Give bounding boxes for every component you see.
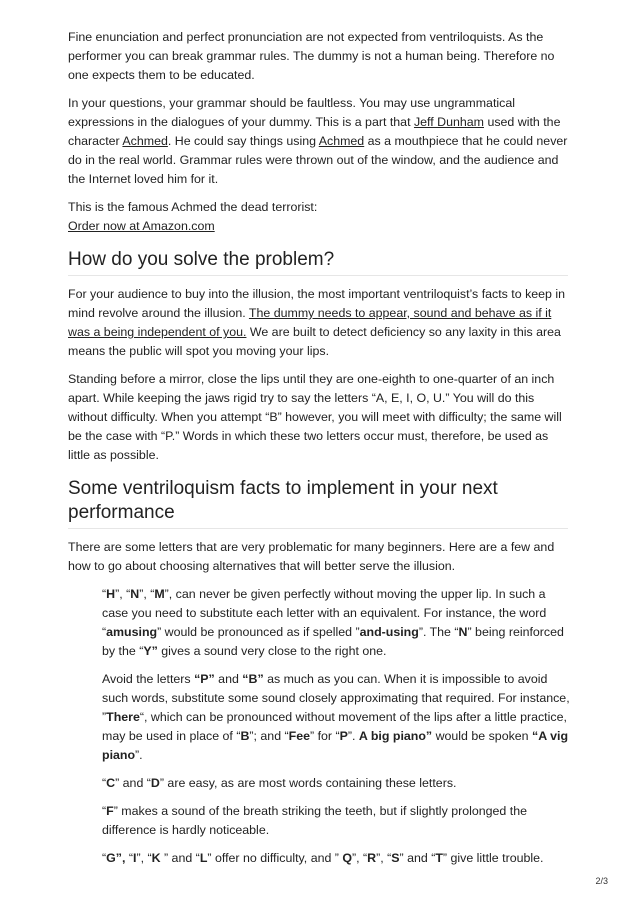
text: ”; and “ (249, 729, 289, 743)
bold-text: D (150, 776, 160, 790)
bold-text: K (151, 851, 161, 865)
bold-text: I (133, 851, 137, 865)
text: For your audience to buy into the illusion, the most important ventriloquist’s facts to keep in mind revolve around the illusion. (68, 287, 566, 320)
text: “ (125, 851, 133, 865)
link-jeff-dunham[interactable]: Jeff Dunham (413, 115, 484, 129)
text: ” makes a sound of the breath striking the teeth, but if slightly prolonged the difference is hardly noticeable. (102, 804, 527, 837)
text: This is the famous Achmed the dead terrorist: (68, 200, 318, 214)
text: We are built to detect deficiency so any laxity in this area means the public will spot you moving your lips. (68, 325, 561, 358)
bold-text: C (106, 776, 116, 790)
text: ” and “ (115, 776, 151, 790)
text: In your questions, your grammar should be faultless. You may use ungrammatical expressions in the dialogues of your dummy. This is a part that (68, 96, 515, 129)
bold-text: F (106, 804, 114, 818)
text: ” offer no difficulty, and ” (207, 851, 343, 865)
heading-facts-to-implement: Some ventriloquism facts to implement in your next performance (68, 477, 568, 529)
bold-text: “P” (194, 672, 215, 686)
text: . He could say things using (167, 134, 319, 148)
text: ”, “ (139, 587, 155, 601)
bold-text: B (240, 729, 250, 743)
paragraph-illusion (68, 285, 568, 361)
text: and (214, 672, 243, 686)
bold-text: “A vig piano (102, 729, 569, 762)
paragraph-enunciation: Fine enunciation and perfect pronunciation are not expected from ventriloquists. As the performer you can break grammar rules. The dummy is not a human being. Therefore no one expects them to be educated. (68, 30, 555, 82)
link-achmed-2[interactable]: Achmed (318, 134, 365, 148)
tip-h-n-m (102, 585, 572, 661)
text: ”, “ (376, 851, 392, 865)
text: ” and “ (399, 851, 436, 865)
bold-text: M (154, 587, 165, 601)
link-achmed[interactable]: Achmed (122, 134, 168, 148)
bold-text: Q (342, 851, 353, 865)
text: ”, “ (115, 587, 131, 601)
text: ” would be pronounced as if spelled ” (157, 625, 360, 639)
bold-text: G”, (106, 851, 126, 865)
bold-text: N (458, 625, 468, 639)
text: “, which can be pronounced without movement of the lips after a little practice, may be used in place of “ (102, 710, 567, 743)
tip-g-i-k-l (102, 849, 572, 868)
article-body (68, 28, 568, 877)
tip-c-d (102, 774, 572, 793)
bold-text: R (367, 851, 377, 865)
text: ” for “ (310, 729, 340, 743)
link-order-amazon[interactable]: Order now at Amazon.com (68, 219, 215, 233)
text: as much as you can. When it is impossible to avoid such words, substitute some sound closely approximating that required. For instance, ” (102, 672, 570, 724)
text: ” are easy, as are most words containing these letters. (159, 776, 457, 790)
bold-text: H (106, 587, 116, 601)
paragraph-achmed (68, 198, 568, 236)
text: Avoid the letters (102, 672, 195, 686)
paragraph-problematic-letters: There are some letters that are very problematic for many beginners. Here are a few and how to go about choosing alternatives that will better serve the illusion. (68, 540, 555, 573)
tip-p-b (102, 670, 572, 765)
text: used with the character (68, 115, 561, 148)
text: ” being reinforced by the “ (102, 625, 564, 658)
bold-text: There (106, 710, 140, 724)
text: as a mouthpiece that he could never do in the real world. Grammar rules were thrown out of the window, and the audience and the Internet loved him for it. (68, 134, 568, 186)
text: ” give little trouble. (442, 851, 544, 865)
paragraph-mirror: Standing before a mirror, close the lips until they are one-eighth to one-quarter of an inch apart. While keeping the jaws rigid try to say the letters “A, E, I, O, U.” You will do this without difficulty. When you attempt “B” however, you will meet with difficulty; the same will be the case with “P.” Words in which these two letters occur must, therefore, be used as little as possible. (68, 372, 562, 462)
text: ”. (135, 748, 143, 762)
text: ”, can never be given perfectly without moving the upper lip. In such a case you need to substitute each letter with an equivalent. For instance, the word “ (102, 587, 547, 639)
bold-text: L (199, 851, 208, 865)
text: gives a sound very close to the right one. (157, 644, 387, 658)
heading-solve-problem: How do you solve the problem? (68, 248, 568, 276)
bold-text: Y” (143, 644, 158, 658)
text: ”, “ (136, 851, 152, 865)
bold-text: T (435, 851, 443, 865)
text: ”. The “ (418, 625, 459, 639)
text: “ (102, 587, 107, 601)
tip-f (102, 802, 572, 840)
bold-text: S (391, 851, 400, 865)
paragraph-grammar (68, 94, 568, 189)
link-dummy-independent[interactable]: The dummy needs to appear, sound and behave as if it was a being independent of you. (68, 306, 552, 339)
bold-text: N (130, 587, 140, 601)
text: would be spoken (432, 729, 533, 743)
bold-text: amusing (106, 625, 158, 639)
text: “ (102, 804, 107, 818)
text: ” and “ (160, 851, 200, 865)
text: ”. (347, 729, 359, 743)
bold-text: P (339, 729, 348, 743)
text: ”, “ (352, 851, 368, 865)
bold-text: “B” (242, 672, 264, 686)
page-number: 2/3 (595, 876, 608, 886)
bold-text: Fee (288, 729, 311, 743)
bold-text: and-using (359, 625, 419, 639)
text: “ (102, 851, 107, 865)
bold-text: A big piano” (358, 729, 433, 743)
text: “ (102, 776, 107, 790)
